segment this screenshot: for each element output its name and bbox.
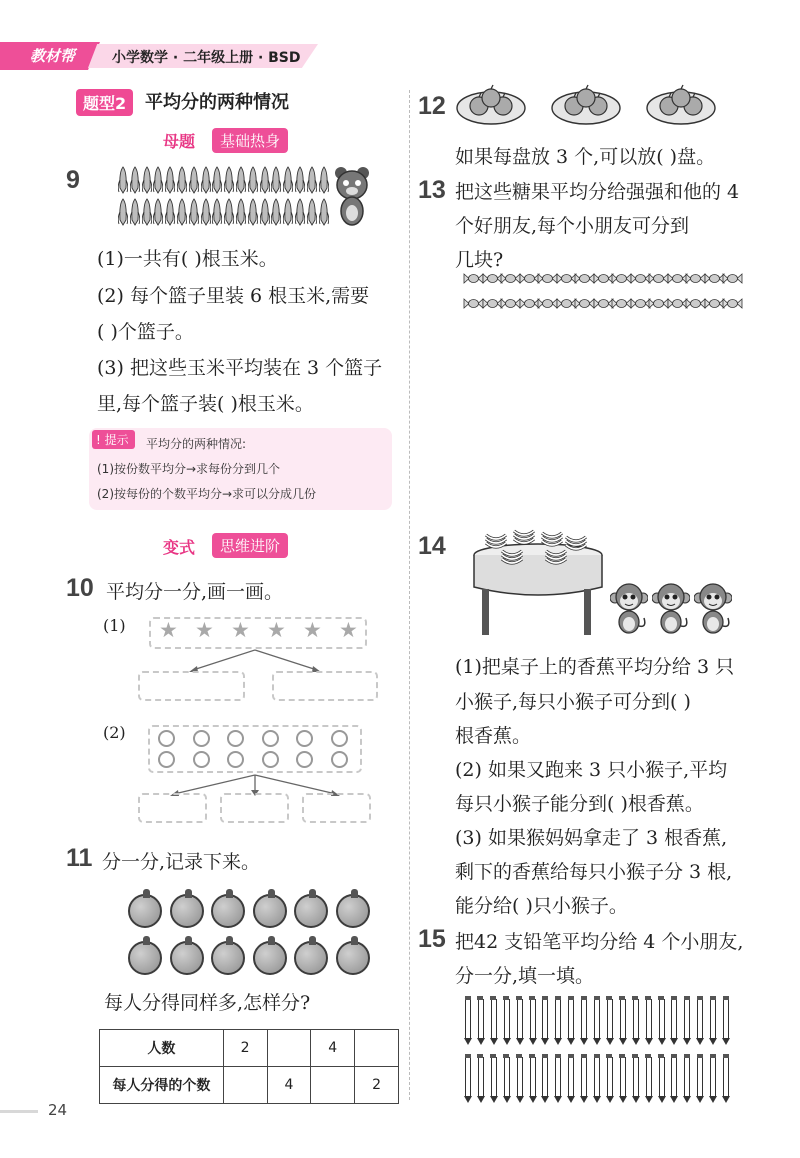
pencil-icon <box>504 1057 510 1097</box>
corn-icon <box>307 166 317 194</box>
orange-icon <box>170 894 204 928</box>
corn-icon <box>189 198 199 226</box>
corn-icon <box>283 198 293 226</box>
corn-icon <box>236 166 246 194</box>
q12-text: 如果每盘放 3 个,可以放( )盘。 <box>455 146 716 168</box>
corn-icon <box>153 198 163 226</box>
pencil-icon <box>684 999 690 1039</box>
tip-item-2: (2)按每份的个数平均分→求可以分成几份 <box>97 487 317 501</box>
mother-tag: 基础热身 <box>212 128 288 153</box>
pencil-icon <box>555 999 561 1039</box>
monkeys-row <box>610 582 735 636</box>
corn-icon <box>189 166 199 194</box>
q10-part1-label: (1) <box>103 616 126 635</box>
q14-line-1: (1)把桌子上的香蕉平均分给 3 只 <box>455 656 735 678</box>
book-title: 小学数学 · 二年级上册 · BSD <box>112 50 301 66</box>
corn-icon <box>153 166 163 194</box>
table-cell[interactable] <box>223 1067 267 1104</box>
candies-grid <box>463 272 743 314</box>
orange-icon <box>128 941 162 975</box>
q14-number: 14 <box>418 532 446 560</box>
pencil-icon <box>491 999 497 1039</box>
circle-icon <box>158 730 175 747</box>
corn-icon <box>260 166 270 194</box>
pencil-icon <box>646 999 652 1039</box>
table-cell[interactable] <box>355 1030 399 1067</box>
monkey-icon <box>610 582 648 636</box>
corn-icon <box>224 166 234 194</box>
corn-icon <box>118 198 128 226</box>
mother-label: 母题 <box>163 132 196 151</box>
q14-line-8: 能分给( )只小猴子。 <box>455 895 628 917</box>
circle-icon <box>227 751 244 768</box>
corn-icon <box>130 166 140 194</box>
variant-tag: 思维进阶 <box>212 533 288 558</box>
q15-line-1: 把42 支铅笔平均分给 4 个小朋友, <box>455 931 744 953</box>
pencil-icon <box>594 999 600 1039</box>
apple-plate-icon <box>550 84 622 126</box>
circle-icon <box>262 751 279 768</box>
pencil-icon <box>542 999 548 1039</box>
q9-line-4: (3) 把这些玉米平均装在 3 个篮子 <box>97 357 383 379</box>
circle-icon <box>227 730 244 747</box>
pencil-icon <box>465 999 471 1039</box>
pencil-icon <box>710 999 716 1039</box>
table-cell[interactable]: 4 <box>311 1030 355 1067</box>
circle-icon <box>193 730 210 747</box>
section-tag: 题型2 <box>76 89 133 116</box>
pencil-icon <box>633 999 639 1039</box>
corn-icon <box>260 198 270 226</box>
q9-line-2: (2) 每个篮子里装 6 根玉米,需要 <box>97 285 370 307</box>
answer-box-1a[interactable] <box>138 671 245 701</box>
candy-icon <box>722 297 743 310</box>
corn-icon <box>177 198 187 226</box>
monkey-icon <box>652 582 690 636</box>
pencil-icon <box>697 1057 703 1097</box>
tip-label: ! 提示 <box>92 430 135 449</box>
corn-icon <box>201 198 211 226</box>
circle-icon <box>262 730 279 747</box>
pencil-icon <box>697 999 703 1039</box>
page-number: 24 <box>48 1101 68 1119</box>
pencil-icon <box>465 1057 471 1097</box>
banana-bunch-icon <box>514 531 534 543</box>
tip-title: 平均分的两种情况: <box>146 437 247 451</box>
pencil-icon <box>517 1057 523 1097</box>
pencil-icon <box>620 1057 626 1097</box>
orange-icon <box>211 894 245 928</box>
q13-line-1: 把这些糖果平均分给强强和他的 4 <box>455 181 740 203</box>
variant-label: 变式 <box>163 538 196 557</box>
star-icon: ★ <box>267 618 286 642</box>
q15-number: 15 <box>418 925 446 953</box>
q11-text: 分一分,记录下来。 <box>102 851 261 873</box>
corn-icon <box>201 166 211 194</box>
orange-icon <box>170 941 204 975</box>
oranges-grid <box>128 884 373 974</box>
stars-row <box>149 617 367 649</box>
corn-icon <box>118 166 128 194</box>
q10-part2-label: (2) <box>103 723 126 742</box>
corn-icon <box>271 198 281 226</box>
table-cell[interactable]: 2 <box>223 1030 267 1067</box>
circle-icon <box>158 751 175 768</box>
q14-line-7: 剩下的香蕉给每只小猴子分 3 根, <box>455 861 733 883</box>
orange-icon <box>336 894 370 928</box>
q12-number: 12 <box>418 92 446 120</box>
orange-icon <box>253 894 287 928</box>
corn-illustration <box>118 166 333 228</box>
banana-bunch-icon <box>542 533 562 545</box>
tip-item-1: (1)按份数平均分→求每份分到几个 <box>97 462 281 476</box>
q9-line-5: 里,每个篮子装( )根玉米。 <box>97 393 314 415</box>
q14-line-2: 小猴子,每只小猴子可分到( ) <box>455 691 691 713</box>
pencil-icon <box>478 999 484 1039</box>
corn-icon <box>248 198 258 226</box>
corn-icon <box>295 198 305 226</box>
orange-icon <box>211 941 245 975</box>
q13-line-2: 个好朋友,每个小朋友可分到 <box>455 215 690 237</box>
corn-icon <box>307 198 317 226</box>
table-cell[interactable]: 2 <box>355 1067 399 1104</box>
answer-box-2b[interactable] <box>220 793 289 823</box>
pencils-grid <box>465 995 745 1105</box>
table-cell[interactable] <box>311 1067 355 1104</box>
banana-bunch-icon <box>486 535 506 547</box>
section-title: 平均分的两种情况 <box>145 92 289 113</box>
table-row-label: 每人分得的个数 <box>100 1067 224 1104</box>
table-row <box>100 1067 399 1104</box>
corn-icon <box>142 166 152 194</box>
pencil-icon <box>542 1057 548 1097</box>
orange-icon <box>294 894 328 928</box>
corn-icon <box>295 166 305 194</box>
corn-icon <box>271 166 281 194</box>
star-icon: ★ <box>159 618 178 642</box>
circle-icon <box>296 730 313 747</box>
orange-icon <box>253 941 287 975</box>
pencil-icon <box>504 999 510 1039</box>
pencil-icon <box>659 999 665 1039</box>
circle-icon <box>296 751 313 768</box>
corn-icon <box>130 198 140 226</box>
corn-icon <box>177 166 187 194</box>
pencil-icon <box>671 999 677 1039</box>
pencil-icon <box>568 999 574 1039</box>
q11-prompt: 每人分得同样多,怎样分? <box>104 992 311 1014</box>
q9-number: 9 <box>66 166 80 194</box>
star-icon: ★ <box>231 618 250 642</box>
table-row <box>100 1030 399 1067</box>
pencil-icon <box>568 1057 574 1097</box>
corn-icon <box>248 166 258 194</box>
monkey-icon <box>694 582 732 636</box>
answer-box-1b[interactable] <box>272 671 378 701</box>
pencil-icon <box>491 1057 497 1097</box>
pencil-icon <box>646 1057 652 1097</box>
answer-box-2c[interactable] <box>302 793 371 823</box>
apple-plate-icon <box>645 84 717 126</box>
q14-line-3: 根香蕉。 <box>455 725 532 747</box>
corn-icon <box>165 198 175 226</box>
brand-label: 教材帮 <box>30 47 76 65</box>
q14-line-4: (2) 如果又跑来 3 只小猴子,平均 <box>455 759 728 781</box>
q15-line-2: 分一分,填一填。 <box>455 965 595 987</box>
q9-line-3: ( )个篮子。 <box>97 321 194 343</box>
orange-icon <box>128 894 162 928</box>
circle-icon <box>331 751 348 768</box>
banana-table <box>468 525 608 640</box>
circle-icon <box>193 751 210 768</box>
corn-icon <box>319 166 329 194</box>
pencil-icon <box>607 999 613 1039</box>
q14-line-5: 每只小猴子能分到( )根香蕉。 <box>455 793 704 815</box>
pencil-icon <box>607 1057 613 1097</box>
pencil-icon <box>555 1057 561 1097</box>
header-bar <box>0 42 330 72</box>
candy-icon <box>722 272 743 285</box>
page-footer-rule <box>0 1110 38 1113</box>
corn-icon <box>224 198 234 226</box>
pencil-icon <box>478 1057 484 1097</box>
apple-plate-icon <box>455 84 527 126</box>
q10-text: 平均分一分,画一画。 <box>106 581 284 603</box>
q10-number: 10 <box>66 574 94 602</box>
corn-icon <box>236 198 246 226</box>
q13-line-3: 几块? <box>455 249 504 271</box>
apple-plates <box>455 84 725 126</box>
star-icon: ★ <box>195 618 214 642</box>
orange-icon <box>336 941 370 975</box>
corn-icon <box>165 166 175 194</box>
pencil-icon <box>723 999 729 1039</box>
pencil-icon <box>581 1057 587 1097</box>
pencil-icon <box>530 999 536 1039</box>
pencil-icon <box>581 999 587 1039</box>
pencil-icon <box>684 1057 690 1097</box>
circle-icon <box>331 730 348 747</box>
table-row-label: 人数 <box>100 1030 224 1067</box>
tip-box <box>89 428 392 510</box>
corn-icon <box>212 166 222 194</box>
table-cell[interactable] <box>267 1030 311 1067</box>
corn-icon <box>212 198 222 226</box>
orange-icon <box>294 941 328 975</box>
circles-grid <box>148 725 362 773</box>
star-icon: ★ <box>303 618 322 642</box>
corn-icon <box>283 166 293 194</box>
q11-number: 11 <box>66 844 93 872</box>
q9-line-1: (1)一共有( )根玉米。 <box>97 248 278 270</box>
star-icon: ★ <box>339 618 358 642</box>
table-cell[interactable]: 4 <box>267 1067 311 1104</box>
record-table <box>99 1029 399 1104</box>
pencil-icon <box>723 1057 729 1097</box>
pencil-icon <box>671 1057 677 1097</box>
pencil-icon <box>530 1057 536 1097</box>
q14-line-6: (3) 如果猴妈妈拿走了 3 根香蕉, <box>455 827 728 849</box>
pencil-icon <box>659 1057 665 1097</box>
pencil-icon <box>710 1057 716 1097</box>
bear-icon <box>333 163 371 229</box>
answer-box-2a[interactable] <box>138 793 207 823</box>
pencil-icon <box>633 1057 639 1097</box>
pencil-icon <box>517 999 523 1039</box>
corn-icon <box>319 198 329 226</box>
pencil-icon <box>620 999 626 1039</box>
q13-number: 13 <box>418 176 446 204</box>
pencil-icon <box>594 1057 600 1097</box>
corn-icon <box>142 198 152 226</box>
column-divider <box>409 90 410 1100</box>
